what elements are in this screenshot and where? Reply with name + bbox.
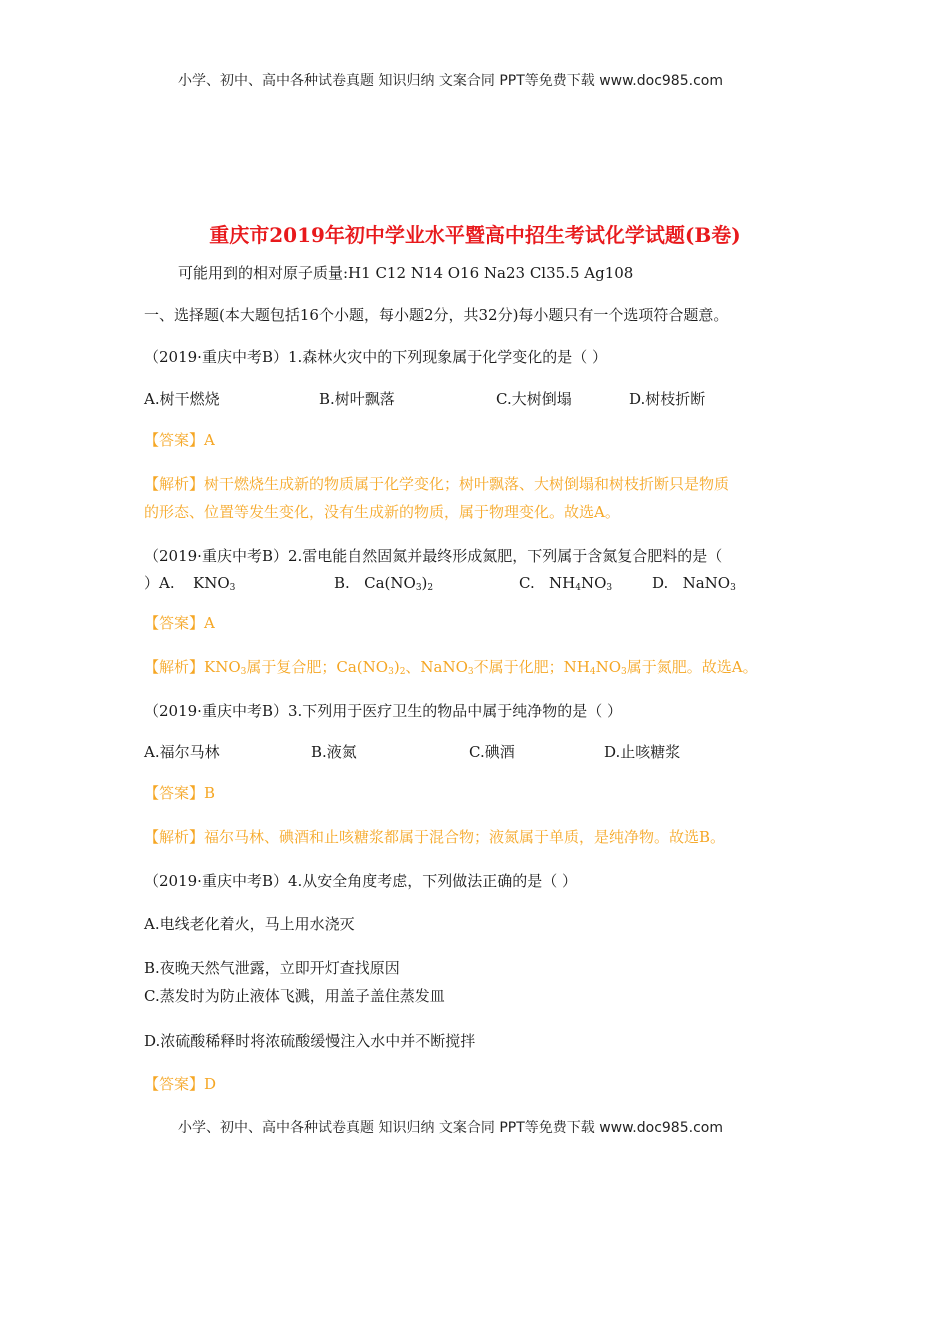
q1-analysis bbox=[144, 474, 729, 494]
q4-option-d: D.浓硫酸稀释时将浓硫酸缓慢注入水中并不断搅拌 bbox=[144, 1032, 476, 1050]
answer-label: 【答案】 bbox=[144, 1075, 205, 1093]
q3-option-d: D.止咳糖浆 bbox=[604, 743, 681, 761]
q2-option-d: D. NaNO$_3$ bbox=[652, 574, 736, 593]
q3-option-b: B.液氮 bbox=[311, 743, 357, 761]
q4-option-b: B.夜晚天然气泄露，立即开灯查找原因 bbox=[144, 959, 400, 977]
q2-answer bbox=[144, 613, 215, 633]
q1-option-c: C.大树倒塌 bbox=[496, 390, 572, 408]
q1-option-d: D.树枝折断 bbox=[629, 390, 706, 408]
analysis-label: 【解析】 bbox=[144, 475, 205, 493]
atomic-masses: 可能用到的相对原子质量:H1 C12 N14 O16 Na23 Cl35.5 Ag108 bbox=[178, 264, 634, 282]
answer-label: 【答案】 bbox=[144, 614, 205, 632]
q1-answer bbox=[144, 430, 215, 450]
q4-option-c: C.蒸发时为防止液体飞溅，用盖子盖住蒸发皿 bbox=[144, 987, 445, 1005]
q1-option-b: B.树叶飘落 bbox=[319, 390, 395, 408]
answer-label: 【答案】 bbox=[144, 784, 205, 802]
q1-analysis-cont: 的形态、位置等发生变化，没有生成新的物质，属于物理变化。故选A。 bbox=[144, 503, 620, 521]
section-title: 一、选择题(本大题包括16个小题，每小题2分，共32分)每小题只有一个选项符合题意。 bbox=[144, 306, 729, 324]
q3-analysis: 【解析】福尔马林、碘酒和止咳糖浆都属于混合物；液氮属于单质，是纯净物。故选B。 bbox=[144, 828, 726, 846]
q2-option-a: $KNO_3$ bbox=[193, 574, 236, 593]
q4-stem: （2019·重庆中考B）4.从安全角度考虑，下列做法正确的是（ ） bbox=[144, 872, 578, 890]
answer-value: D bbox=[204, 1075, 217, 1093]
q2-options bbox=[144, 573, 175, 593]
q2-option-b: B. $Ca(NO_3)_2$ bbox=[334, 574, 434, 593]
page-footer: 小学、初中、高中各种试卷真题 知识归纳 文案合同 PPT等免费下载 www.doc985.com bbox=[178, 1120, 723, 1136]
q1-option-a: A.树干燃烧 bbox=[144, 390, 220, 408]
answer-value: A bbox=[204, 431, 215, 449]
q1-stem: （2019·重庆中考B）1.森林火灾中的下列现象属于化学变化的是（ ） bbox=[144, 348, 608, 366]
q2-option-c: C. $NH_4NO_3$ bbox=[519, 574, 613, 593]
answer-value: A bbox=[204, 614, 215, 632]
q3-option-c: C.碘酒 bbox=[469, 743, 515, 761]
answer-label: 【答案】 bbox=[144, 431, 205, 449]
q4-answer bbox=[144, 1074, 216, 1094]
exam-title: 重庆市2019年初中学业水平暨高中招生考试化学试题(B卷) bbox=[209, 223, 741, 247]
analysis-text: 树干燃烧生成新的物质属于化学变化；树叶飘落、大树倒塌和树枝折断只是物质 bbox=[204, 475, 730, 493]
q2-stem: （2019·重庆中考B）2.雷电能自然固氮并最终形成氮肥，下列属于含氮复合肥料的是（ bbox=[144, 547, 723, 565]
q3-option-a: A.福尔马林 bbox=[144, 743, 220, 761]
q3-stem: （2019·重庆中考B）3.下列用于医疗卫生的物品中属于纯净物的是（ ） bbox=[144, 702, 623, 720]
answer-value: B bbox=[204, 784, 216, 802]
q4-option-a: A.电线老化着火，马上用水浇灭 bbox=[144, 915, 355, 933]
page-header: 小学、初中、高中各种试卷真题 知识归纳 文案合同 PPT等免费下载 www.doc985.com bbox=[178, 73, 723, 89]
q3-answer bbox=[144, 783, 215, 803]
q2-analysis: 【解析】$KNO_3$属于复合肥；$Ca(NO_3)_2$、NaNO$_3$不属于化肥；$NH_4NO_3$属于氮肥。故选A。 bbox=[144, 658, 758, 677]
q2-stem-close: ）A. bbox=[144, 574, 175, 592]
